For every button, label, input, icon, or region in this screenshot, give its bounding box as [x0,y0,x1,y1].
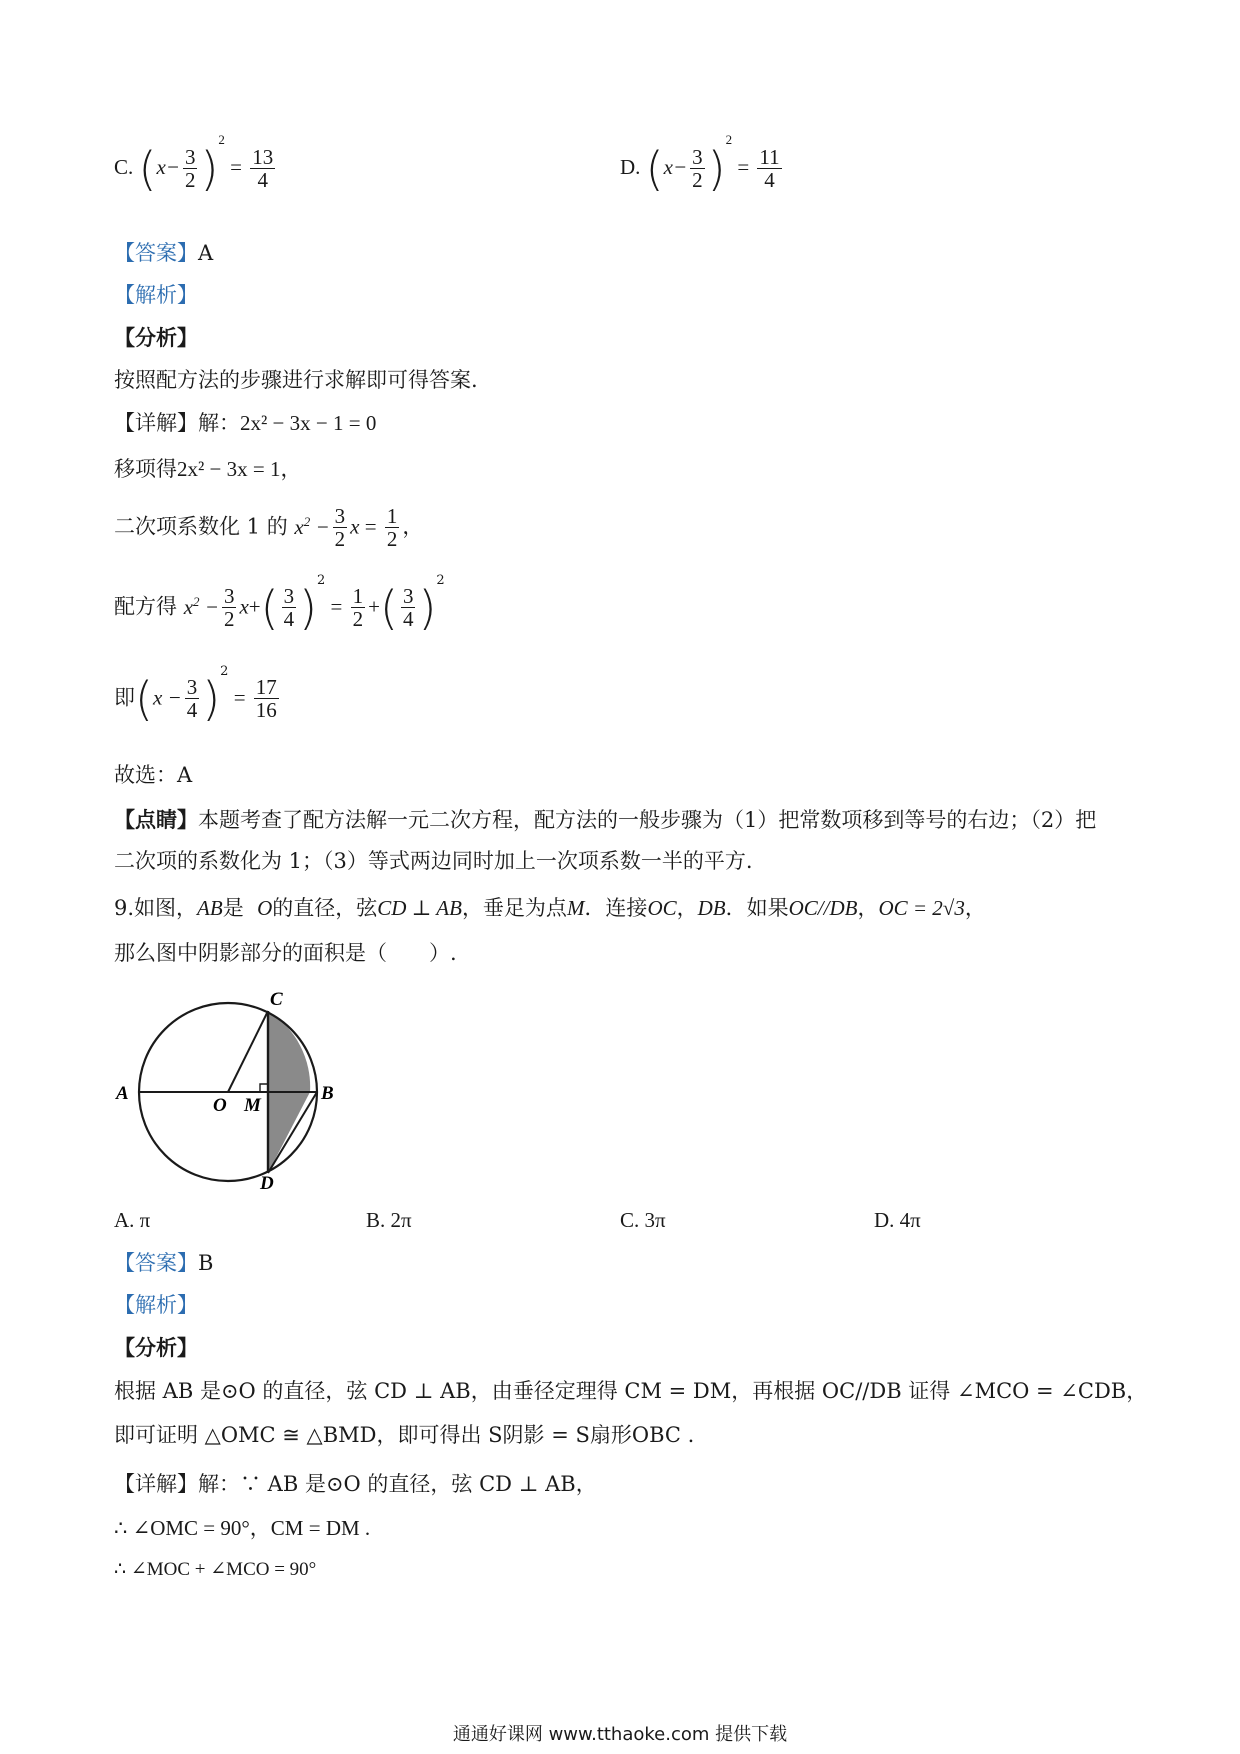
q8-step1 [114,459,301,480]
step4-text: 即 [114,685,135,710]
q9-xj2: ∴ ∠OMC = 90°，CM = DM . [114,1516,371,1540]
option-c-inner: x− [156,154,180,179]
dianjing-tag: 【点睛】 [114,807,198,832]
paren-close: ) [707,142,726,197]
q9-fenxi-line2: 即可证明 △OMC ≅ △BMD，即可得出 S阴影 = S扇形OBC . [114,1423,695,1447]
q8-step2: 二次项系数化 1 的 $x^2$ − $\frac{3}{2}$ x = $\frac{1}{2}$ ， [114,504,424,552]
q8-dianjing-2: 二次项的系数化为 1；（3）等式两边同时加上一次项系数一半的平方. [114,849,753,873]
step3-text: 配方得 [114,594,177,619]
option-c-frac: $\frac{3}{2}$ [184,145,196,193]
paren-close: ) [200,142,219,197]
q9-option-d: D. 4π [874,1208,921,1232]
segment-oc [228,1011,268,1092]
q9-stem-2: 那么图中阴影部分的面积是（ ）. [114,941,457,965]
right-angle-mark [260,1084,268,1092]
q8-answer [114,243,213,264]
q8-fenxi-text: 按照配方法的步骤进行求解即可得答案. [114,368,478,392]
q8-guxuan: 故选：A [114,763,193,787]
option-d-frac: $\frac{3}{2}$ [692,145,703,193]
label-o: O [213,1095,227,1116]
q8-fenxi-tag: 【分析】 [114,325,198,350]
option-c-label: C. [114,154,134,179]
dianjing-text1: 本题考查了配方法解一元二次方程，配方法的一般步骤为（1）把常数项移到等号的右边；（2）把 [198,808,1097,832]
option-c-rhs: $\frac{13}{4}$ [252,145,274,193]
answer-tag: 【答案】 [114,1251,198,1275]
step2-text: 二次项系数化 1 的 [114,514,288,539]
option-d-inner: x− [663,154,688,179]
q9-jiexi-tag: 【解析】 [114,1293,198,1317]
circle-figure [110,985,350,1190]
step1-text: 移项得 [114,457,177,481]
label-a: A [116,1083,129,1104]
option-c-exp: 2 [218,131,225,147]
q9-xiangjie: 【详解】解：∵ AB 是⊙O 的直径，弦 CD ⊥ AB， [114,1472,597,1496]
q9-answer [114,1253,213,1274]
q8-step3: 配方得 $x^2$ − $\frac{3}{2}$ x+( $\frac{3}{4}$ )$^2$ = $\frac{1}{2}$ +( $\frac{3}{4}$ )$^2$ [114,572,445,636]
option-d: D. (x− $\frac{3}{2}$ )$^2$ = $\frac{11}{4}$ [620,131,780,197]
option-d-label: D. [620,154,641,179]
label-b: B [321,1083,334,1104]
answer-tag: 【答案】 [114,241,198,265]
q8-dianjing-1 [114,809,1096,831]
q8-step4: 即(x − $\frac{3}{4}$ )$^2$ = $\frac{17}{16}$ [114,663,277,727]
step0: 2x² − 3x − 1 = 0 [240,411,377,435]
option-d-exp: 2 [725,131,733,147]
q8-xiangjie [114,413,376,434]
q9-fenxi-line1: 根据 AB 是⊙O 的直径，弦 CD ⊥ AB，由垂径定理得 CM = DM，再根据 OC//DB 证得 ∠MCO = ∠CDB， [114,1379,1148,1403]
xiangjie-tag: 【详解】解： [114,411,240,435]
paren-open: ( [138,142,157,197]
label-d: D [260,1173,274,1190]
q9-option-c: C. 3π [620,1208,666,1232]
label-m: M [244,1095,261,1116]
label-c: C [270,989,283,1010]
footer: 通通好课网 www.tthaoke.com 提供下载 [452,1724,788,1745]
q9-option-b: B. 2π [366,1208,412,1232]
q9-xj3: ∴ ∠MOC + ∠MCO = 90° [114,1559,317,1580]
q9-stem-1: 9.如图，AB是 O的直径，弦CD ⊥ AB，垂足为点M．连接OC，DB．如果OC//DB，OC = 2√3， [114,896,986,920]
q9-fenxi-tag: 【分析】 [114,1335,198,1360]
q9-option-a: A. π [114,1208,151,1232]
option-c: C. (x− $\frac{3}{2}$ )$^2$ = $\frac{13}{4}$ [114,131,274,197]
option-d-rhs: $\frac{11}{4}$ [759,145,780,193]
paren-open: ( [645,142,664,197]
step1-math: 2x² − 3x = 1， [177,457,302,481]
q8-jiexi-tag: 【解析】 [114,283,198,307]
answer-value: A [198,241,214,265]
answer-value: B [198,1251,214,1275]
